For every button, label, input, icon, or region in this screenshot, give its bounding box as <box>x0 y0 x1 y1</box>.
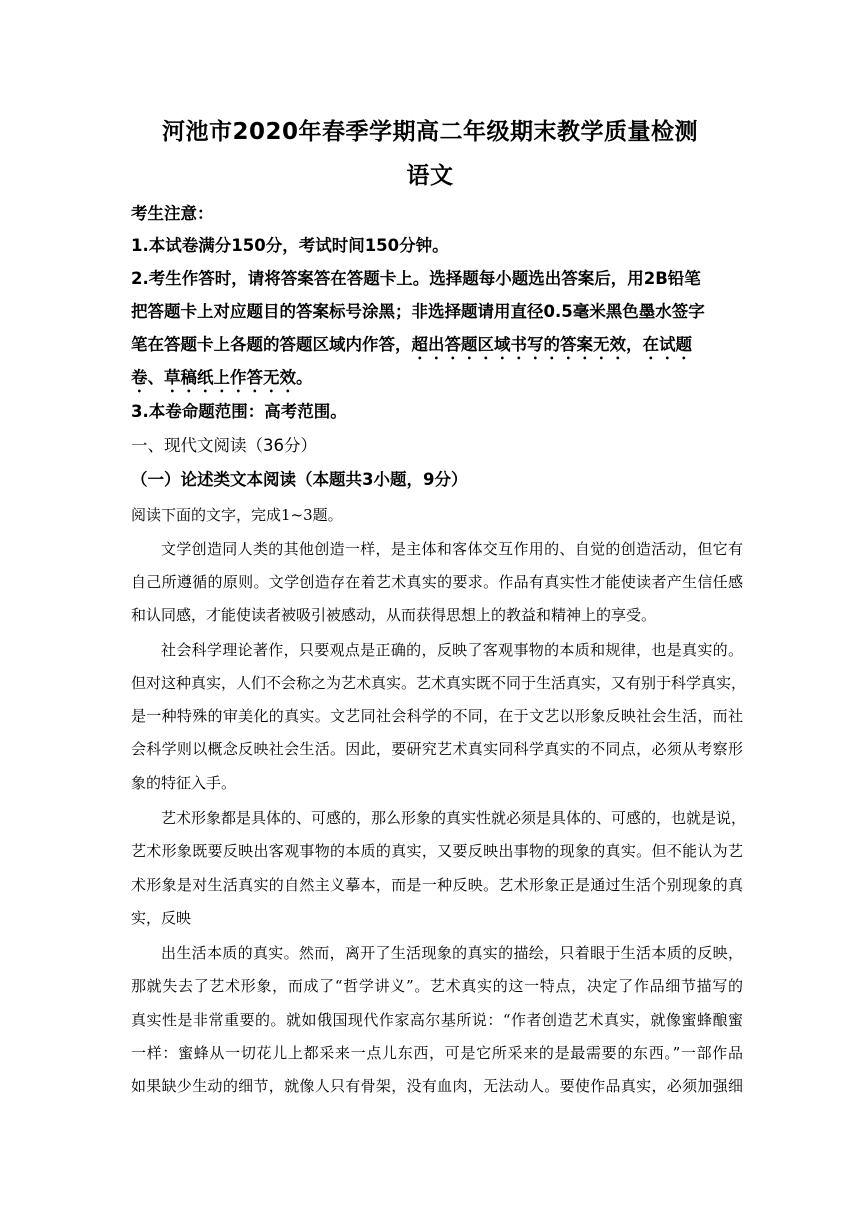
passage-line: 艺术形象既要反映出客观事物的本质的真实，又要反映出事物的现象的真实。但不能认为艺 <box>131 842 743 860</box>
passage-line: 会科学则以概念反映社会生活。因此，要研究艺术真实同科学真实的不同点，必须从考察形 <box>131 740 743 758</box>
passage-line: 但对这种真实，人们不会称之为艺术真实。艺术真实既不同于生活真实，又有别于科学真实， <box>131 674 747 692</box>
passage-line: 如果缺少生动的细节，就像人只有骨架，没有血肉，无法动人。要使作品真实，必须加强细 <box>131 1077 743 1095</box>
passage-line: 术形象是对生活真实的自然主义摹本，而是一种反映。艺术形象正是通过生活个别现象的真 <box>131 876 743 894</box>
notice-item-2-line-4-emphasis: 卷、草稿纸上作答无效 <box>131 368 296 387</box>
passage-line: 和认同感，才能使读者被吸引被感动，从而获得思想上的教益和精神上的享受。 <box>131 606 657 624</box>
subject-title: 语文 <box>406 163 454 189</box>
notice-item-2-line-2: 把答题卡上对应题目的答案标号涂黑；非选择题请用直径0.5毫米黑色墨水签字 <box>131 302 705 321</box>
notice-item-2-line-4 <box>131 367 743 396</box>
exam-title: 河池市2020年春季学期高二年级期末教学质量检测 <box>161 119 698 145</box>
passage-line: 一样：蜜蜂从一切花儿上都采来一点儿东西，可是它所采来的是最需要的东西。”一部作品 <box>131 1044 743 1062</box>
notice-item-2-line-3 <box>131 334 743 363</box>
passage-line: 社会科学理论著作，只要观点是正确的，反映了客观事物的本质和规律，也是真实的。 <box>161 641 743 659</box>
section-heading: 一、现代文阅读（36分） <box>131 436 317 455</box>
notice-item-2-line-1: 2.考生作答时，请将答案答在答题卡上。选择题每小题选出答案后，用2B铅笔 <box>131 269 701 288</box>
notice-item-2-line-3-plain: 笔在答题卡上各题的答题区域内作答， <box>131 335 412 354</box>
notice-item-1: 1.本试卷满分150分，考试时间150分钟。 <box>131 236 449 255</box>
passage-line: 文学创造同人类的其他创造一样，是主体和客体交互作用的、自觉的创造活动，但它有 <box>161 540 743 558</box>
reading-instruction: 阅读下面的文字，完成1~3题。 <box>131 506 343 524</box>
passage-line: 出生活本质的真实。然而，离开了生活现象的真实的描绘，只着眼于生活本质的反映， <box>161 944 743 962</box>
passage-line: 实，反映 <box>131 909 192 927</box>
passage-line: 那就失去了艺术形象，而成了“哲学讲义”。艺术真实的这一特点，决定了作品细节描写的 <box>131 977 743 995</box>
notice-item-2-line-3-emphasis: 超出答题区域书写的答案无效，在试题 <box>411 335 692 354</box>
passage-line: 真实性是非常重要的。就如俄国现代作家高尔基所说：“作者创造艺术真实，就像蜜蜂酿蜜 <box>131 1011 743 1029</box>
passage-line: 象的特征入手。 <box>131 774 237 792</box>
passage-line: 自己所遵循的原则。文学创造存在着艺术真实的要求。作品有真实性才能使读者产生信任感 <box>131 573 743 591</box>
section-subheading: （一）论述类文本阅读（本题共3小题，9分） <box>131 470 468 489</box>
notice-heading: 考生注意： <box>131 204 214 223</box>
notice-item-3: 3.本卷命题范围：高考范围。 <box>131 402 347 421</box>
notice-item-2-line-4-end: 。 <box>296 368 313 387</box>
passage-line: 是一种特殊的审美化的真实。文艺同社会科学的不同，在于文艺以形象反映社会生活，而社 <box>131 707 743 725</box>
passage-line: 艺术形象都是具体的、可感的，那么形象的真实性就必须是具体的、可感的，也就是说， <box>161 809 747 827</box>
